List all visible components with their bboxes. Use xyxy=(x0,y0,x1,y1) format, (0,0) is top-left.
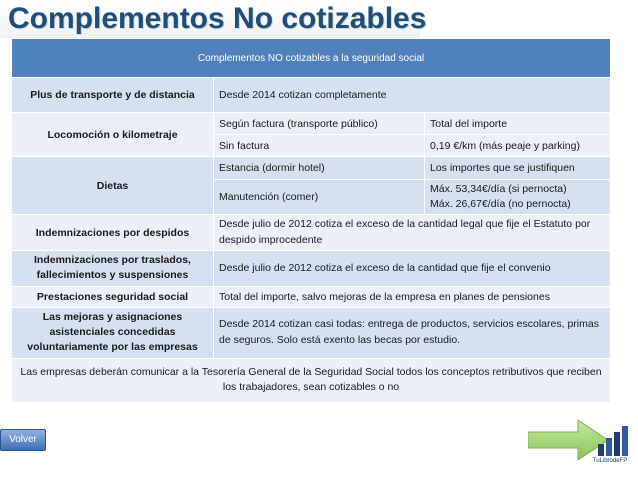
table-header: Complementos NO cotizables a la seguridad social xyxy=(12,39,611,78)
title-bar xyxy=(0,0,427,38)
row-value: Desde julio de 2012 cotiza el exceso de la cantidad que fije el convenio xyxy=(214,250,611,286)
page-title: Complementos No cotizables xyxy=(8,2,427,35)
row-value: Desde 2014 cotizan casi todas: entrega de productos, servicios escolares, primas de seguros. Solo está exento las becas por estudio. xyxy=(214,307,611,358)
row-sub-value: Total del importe xyxy=(425,113,611,135)
complementos-table xyxy=(11,38,611,403)
table-row xyxy=(12,78,611,113)
row-sub-value xyxy=(425,180,611,215)
row-label: Indemnizaciones por despidos xyxy=(12,215,214,250)
table-row xyxy=(12,307,611,358)
table-header-row xyxy=(12,39,611,78)
row-label: Indemnizaciones por traslados, fallecimientos y suspensiones xyxy=(12,250,214,286)
logo-text: TuLibrodeFP xyxy=(592,458,628,464)
logo-icon xyxy=(584,424,636,458)
row-sub-label: Manutención (comer) xyxy=(214,180,425,215)
row-sub-label: Según factura (transporte público) xyxy=(214,113,425,135)
row-label: Dietas xyxy=(12,157,214,215)
logo xyxy=(584,424,636,472)
volver-area xyxy=(0,420,60,460)
row-label: Las mejoras y asignaciones asistenciales concedidas voluntariamente por las empresas xyxy=(12,307,214,358)
row-label: Prestaciones seguridad social xyxy=(12,286,214,307)
value-line: Máx. 53,34€/día (si pernocta) xyxy=(430,183,567,195)
table-row xyxy=(12,113,611,135)
table-row xyxy=(12,358,611,402)
row-sub-value: 0,19 €/km (más peaje y parking) xyxy=(425,135,611,157)
row-label: Locomoción o kilometraje xyxy=(12,113,214,157)
table-row xyxy=(12,286,611,307)
row-sub-value: Los importes que se justifiquen xyxy=(425,157,611,180)
row-value: Desde 2014 cotizan completamente xyxy=(214,78,611,113)
row-sub-label: Sin factura xyxy=(214,135,425,157)
row-label: Plus de transporte y de distancia xyxy=(12,78,214,113)
table-row xyxy=(12,215,611,250)
table-row xyxy=(12,157,611,180)
row-sub-label: Estancia (dormir hotel) xyxy=(214,157,425,180)
value-line: Máx. 26,67€/día (no pernocta) xyxy=(430,198,571,211)
volver-button[interactable]: Volver xyxy=(0,429,46,451)
row-value: Total del importe, salvo mejoras de la empresa en planes de pensiones xyxy=(214,286,611,307)
row-value: Desde julio de 2012 cotiza el exceso de la cantidad legal que fije el Estatuto por despido improcedente xyxy=(214,215,611,250)
table-row xyxy=(12,250,611,286)
table-footer-note: Las empresas deberán comunicar a la Tesorería General de la Seguridad Social todos los conceptos retributivos que reciben los trabajadores, sean cotizables o no xyxy=(12,358,611,402)
